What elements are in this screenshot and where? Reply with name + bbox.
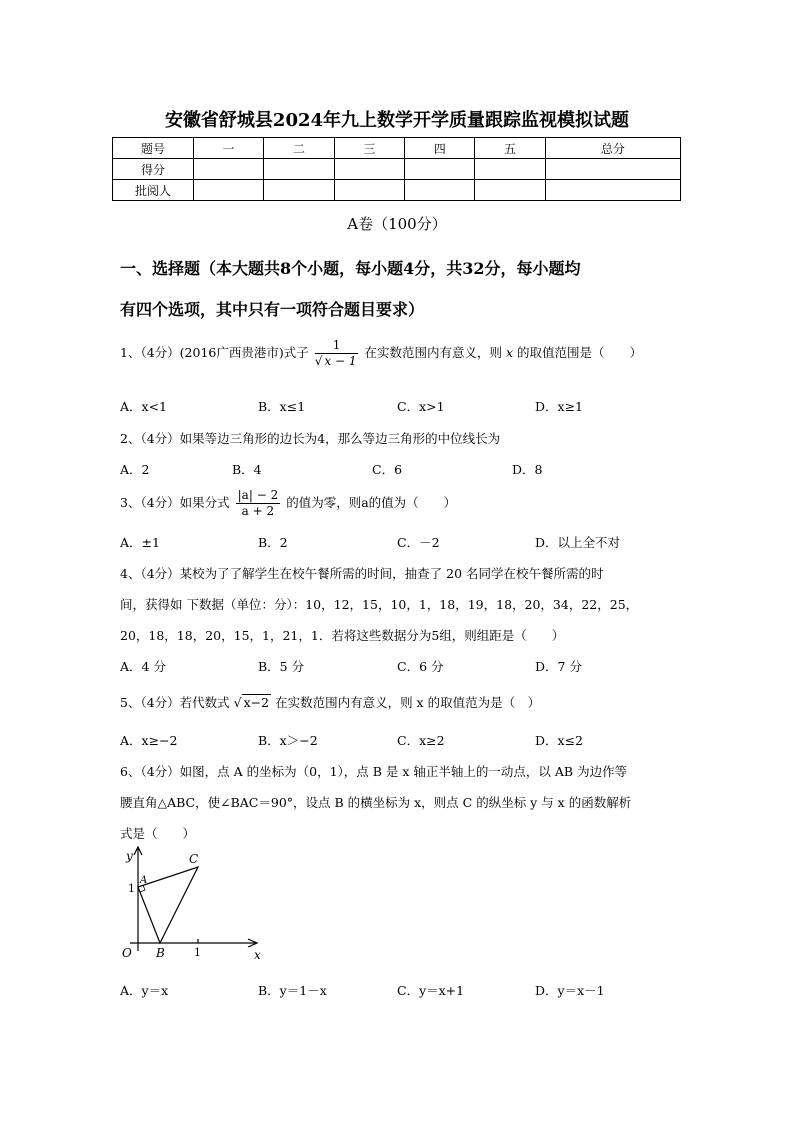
y-axis-label: y bbox=[126, 849, 133, 863]
option-c[interactable]: C．y＝x+1 bbox=[397, 983, 465, 998]
option-a[interactable]: A．2 bbox=[120, 462, 150, 477]
table-row bbox=[113, 180, 681, 201]
option-d[interactable]: D．x≥1 bbox=[535, 399, 583, 414]
question-6-line2: 腰直角△ABC，使∠BAC＝90°，设点 B 的横坐标为 x，则点 C 的纵坐标 y 与 x 的函数解析 bbox=[120, 795, 632, 810]
score-input-cell[interactable] bbox=[545, 159, 680, 180]
table-cell: 题号 bbox=[113, 138, 194, 159]
section-heading-line2: 有四个选项，其中只有一项符合题目要求） bbox=[120, 300, 425, 319]
table-cell: 四 bbox=[405, 138, 475, 159]
reviewer-input-cell[interactable] bbox=[475, 180, 545, 201]
point-b-label: B bbox=[156, 946, 165, 960]
score-input-cell[interactable] bbox=[475, 159, 545, 180]
question-3: 3、（4分）如果分式 $\frac{|a| - 2}{a + 2}$ 的值为零，则a的值为（ ） bbox=[120, 488, 457, 518]
option-d[interactable]: D．y＝x－1 bbox=[535, 983, 605, 998]
option-a[interactable]: A．y＝x bbox=[120, 983, 169, 998]
reviewer-input-cell[interactable] bbox=[405, 180, 475, 201]
question-5: 5、（4分）若代数式 √ x−2 在实数范围内有意义，则 x 的取值范为是（ ） bbox=[120, 695, 541, 710]
page-title: 安徽省舒城县2024年九上数学开学质量跟踪监视模拟试题 bbox=[164, 110, 630, 131]
table-cell: 批阅人 bbox=[113, 180, 194, 201]
option-c[interactable]: C．－2 bbox=[397, 535, 440, 550]
question-3-fraction: $\frac{|a| - 2}{a + 2}$ bbox=[237, 488, 279, 518]
reviewer-input-cell[interactable] bbox=[194, 180, 264, 201]
reviewer-input-cell[interactable] bbox=[545, 180, 680, 201]
score-table bbox=[112, 137, 681, 201]
question-4-line2: 间，获得如 下数据（单位：分）：10，12，15，10，1，18，19，18，20，34，22，25， bbox=[120, 597, 639, 612]
option-b[interactable]: B．x＞−2 bbox=[258, 733, 318, 748]
option-d[interactable]: D．7 分 bbox=[535, 659, 582, 674]
x-axis-label: x bbox=[254, 948, 261, 962]
option-c[interactable]: C．x>1 bbox=[397, 399, 445, 414]
question-4-line3: 20，18，18，20，15，1，21，1．若将这些数据分为5组，则组距是（ ） bbox=[120, 628, 565, 643]
option-b[interactable]: B．x≤1 bbox=[258, 399, 306, 414]
option-b[interactable]: B．5 分 bbox=[258, 659, 305, 674]
section-heading-line1: 一、选择题（本大题共8个小题，每小题4分，共32分，每小题均 bbox=[120, 259, 581, 278]
option-b[interactable]: B．y＝1－x bbox=[258, 983, 327, 998]
radical-expression: √ x−2 bbox=[233, 695, 270, 710]
table-cell: 五 bbox=[475, 138, 545, 159]
table-cell: 二 bbox=[264, 138, 334, 159]
score-input-cell[interactable] bbox=[334, 159, 404, 180]
point-a-label: A bbox=[140, 875, 148, 886]
y-tick-label: 1 bbox=[128, 882, 135, 895]
option-b[interactable]: B．4 bbox=[232, 462, 262, 477]
option-a[interactable]: A．4 分 bbox=[120, 659, 166, 674]
question-6-line1: 6、（4分）如图，点 A 的坐标为（0，1），点 B 是 x 轴正半轴上的一动点，以 AB 为边作等 bbox=[120, 764, 628, 779]
question-6-line3: 式是（ ） bbox=[120, 826, 196, 841]
option-c[interactable]: C．6 bbox=[372, 462, 403, 477]
score-input-cell[interactable] bbox=[194, 159, 264, 180]
question-1: 1、（4分）(2016广西贵港市)式子 $\frac{1}{√ x - 1}$ 在实数范围内有意义，则 x 的取值范围是（ ） bbox=[120, 338, 643, 368]
score-input-cell[interactable] bbox=[405, 159, 475, 180]
option-a[interactable]: A．x≥−2 bbox=[120, 733, 178, 748]
question-2: 2、（4分）如果等边三角形的边长为4，那么等边三角形的中位线长为 bbox=[120, 431, 501, 446]
table-cell: 得分 bbox=[113, 159, 194, 180]
volume-title: A卷（100分） bbox=[347, 215, 447, 233]
question-4-line1: 4、（4分）某校为了了解学生在校午餐所需的时间，抽查了 20 名同学在校午餐所需的时 bbox=[120, 566, 604, 581]
option-c[interactable]: C．6 分 bbox=[397, 659, 444, 674]
option-a[interactable]: A．x<1 bbox=[120, 399, 168, 414]
option-a[interactable]: A．±1 bbox=[120, 535, 160, 550]
origin-label: O bbox=[122, 946, 132, 960]
option-c[interactable]: C．x≥2 bbox=[397, 733, 445, 748]
table-header-row bbox=[113, 138, 681, 159]
reviewer-input-cell[interactable] bbox=[264, 180, 334, 201]
reviewer-input-cell[interactable] bbox=[334, 180, 404, 201]
option-d[interactable]: D．8 bbox=[512, 462, 543, 477]
coordinate-figure bbox=[112, 843, 272, 965]
option-b[interactable]: B．2 bbox=[258, 535, 288, 550]
option-d[interactable]: D．以上全不对 bbox=[535, 535, 621, 550]
question-1-prefix: 1、（4分）(2016广西贵港市)式子 bbox=[120, 345, 309, 360]
score-input-cell[interactable] bbox=[264, 159, 334, 180]
option-d[interactable]: D．x≤2 bbox=[535, 733, 583, 748]
table-cell: 总分 bbox=[545, 138, 680, 159]
question-1-fraction: $\frac{1}{√ x - 1}$ bbox=[314, 338, 357, 368]
table-cell: 三 bbox=[334, 138, 404, 159]
table-cell: 一 bbox=[194, 138, 264, 159]
table-row bbox=[113, 159, 681, 180]
point-c-label: C bbox=[189, 852, 199, 866]
x-tick-label: 1 bbox=[194, 946, 201, 959]
